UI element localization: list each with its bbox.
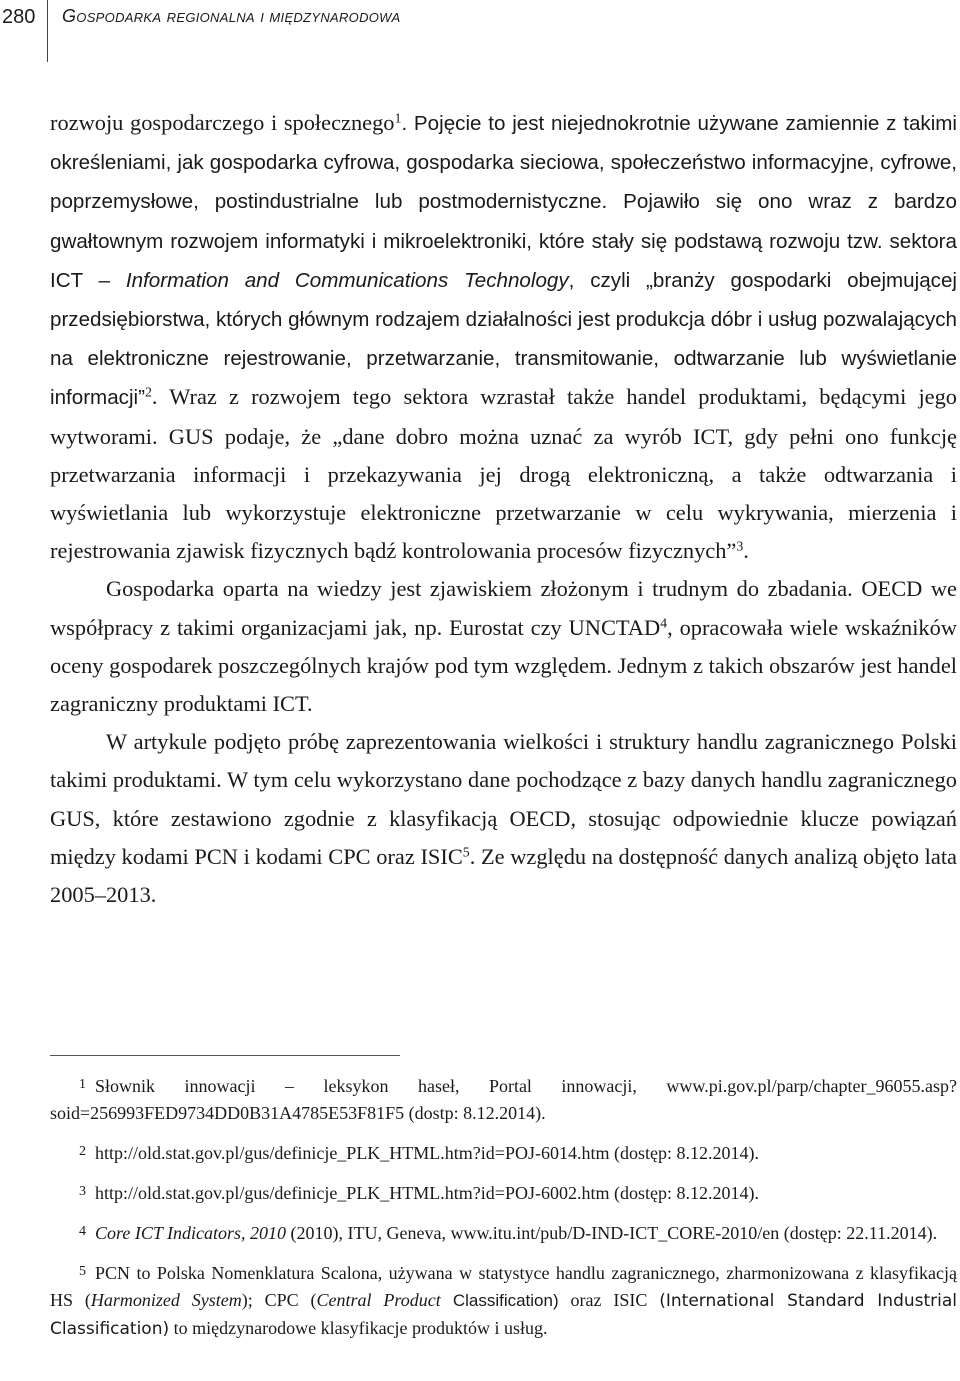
term-ict-english: Information and Communications Technology [125, 268, 569, 292]
running-title: Gospodarka regionalna i międzynarodowa [62, 6, 401, 26]
paragraph-1: rozwoju gospodarczego i społecznego$^1$. Pojęcie to jest niejednokrotnie używane zamiennie z takimi określeniami, jak gospodarka cyfrowa, gospodarka sieciowa, społeczeństwo informacyjne, cyfrowe, poprzemysłowe, postindustrialne lub postmodernistyczne. Pojawiło się ono wraz z bardzo gwałtownym rozwojem informatyki i mikroelektroniki, które stały się podstawą rozwoju tzw. sektora ICT – Information and Communications Technology, czyli „branży gospodarki obejmującej przedsiębiorstwa, których głównym rodzajem działalności jest produkcja dóbr i usług pozwalających na elektroniczne rejestrowanie, przetwarzanie, transmitowanie, odtwarzanie lub wyświetlanie informacji”$^2$. Wraz z rozwojem tego sektora wzrastał także handel produktami, będącymi jego wytworami. GUS podaje, że „dane dobro można uznać za wyrób ICT, gdy pełni ono funkcję przetwarzania informacji i przekazywania jej drogą elektroniczną, a także odtwarzania i wyświetlania lub wykorzystuje elektroniczne przetwarzanie w celu wykrywania, mierzenia i rejestrowania zjawisk fizycznych bądź kontrolowania procesów fizycznych”$^3$. [50, 110, 957, 564]
footnote-1: 1 Słownik innowacji – leksykon haseł, Portal innowacji, www.pi.gov.pl/parp/chapter_96055.asp?soid=256993FED9734DD0B31A4785E53F81F5 (dostp: 8.12.2014). [50, 1076, 957, 1123]
footnote-ref-1: 1 [394, 111, 402, 127]
footnote-5: 5 PCN to Polska Nomenklatura Scalona, używana w statystyce handlu zagranicznego, zharmonizowana z klasyfikacją HS (Harmonized System); CPC (Central Product Classification) oraz ISIC (International Standard Industrial Classification) to międzynarodowe klasyfikacje produktów i usług. [50, 1263, 958, 1339]
footnotes [50, 1073, 957, 1356]
paragraph-3: W artykule podjęto próbę zaprezentowania wielkości i struktury handlu zagranicznego Polski takimi produktami. W tym celu wykorzystano dane pochodzące z bazy danych handlu zagranicznego GUS, które zestawiono zgodnie z klasyfikacją OECD, stosując odpowiednie klucze powiązań między kodami PCN i kodami CPC oraz ISIC$^5$. Ze względu na dostępność danych analizą objęto lata 2005–2013. [50, 729, 957, 908]
main-text [50, 104, 957, 914]
footnote-2: 2 http://old.stat.gov.pl/gus/definicje_PLK_HTML.htm?id=POJ-6014.htm (dostęp: 8.12.2014). [79, 1143, 759, 1163]
footnote-separator [50, 1055, 400, 1056]
footnote-ref-4: 4 [660, 616, 668, 632]
footnote-4: 4 Core ICT Indicators, 2010 (2010), ITU, Geneva, www.itu.int/pub/D-IND-ICT_CORE-2010/en (dostęp: 22.11.2014). [79, 1223, 938, 1243]
header-divider [47, 0, 48, 62]
page-header [0, 0, 960, 66]
paragraph-2: Gospodarka oparta na wiedzy jest zjawiskiem złożonym i trudnym do zbadania. OECD we współpracy z takimi organizacjami jak, np. Eurostat czy UNCTAD$^4$, opracowała wiele wskaźników oceny gospodarek poszczególnych krajów pod tym względem. Jednym z takich obszarów jest handel zagraniczny produktami ICT. [50, 576, 957, 717]
footnote-ref-5: 5 [462, 845, 470, 861]
footnote-3: 3 http://old.stat.gov.pl/gus/definicje_PLK_HTML.htm?id=POJ-6002.htm (dostęp: 8.12.2014). [79, 1183, 759, 1203]
page-number: 280 [2, 6, 36, 28]
footnote-ref-3: 3 [736, 539, 744, 555]
footnote-ref-2: 2 [144, 385, 152, 401]
